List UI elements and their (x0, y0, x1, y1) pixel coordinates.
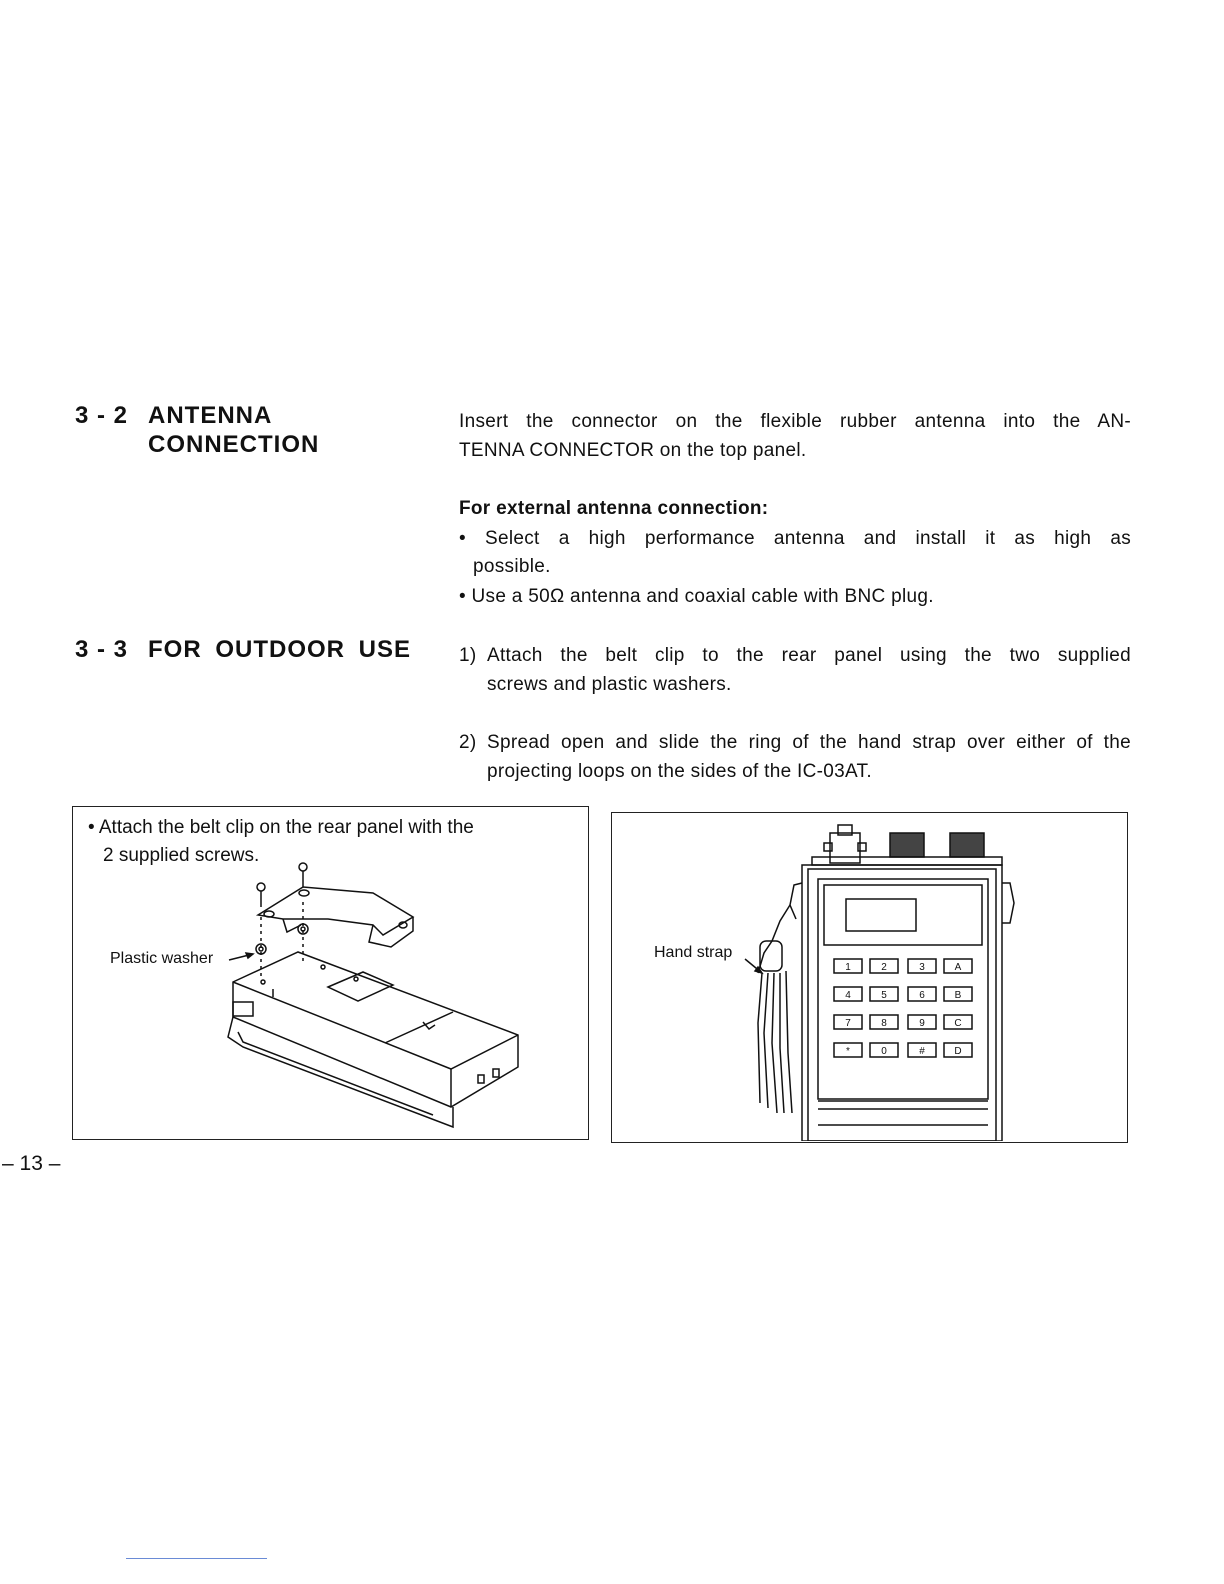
section-number-3-2: 3 - 2 (75, 402, 129, 429)
section-number-3-3: 3 - 3 (75, 636, 129, 663)
bullet-coaxial-cable: • Use a 50Ω antenna and coaxial cable with BNC plug. (459, 586, 934, 607)
section-title-line1: ANTENNA (148, 402, 273, 429)
page-number: – 13 – (2, 1152, 61, 1175)
radio-front-illustration (612, 813, 1126, 1141)
key-9: 9 (919, 1018, 925, 1029)
key-hash: # (919, 1046, 925, 1057)
hand-strap-figure (611, 812, 1128, 1143)
key-b: B (954, 990, 962, 1001)
step2-line2: projecting loops on the sides of the IC-03AT. (487, 761, 872, 782)
figure-caption-line2: 2 supplied screws. (103, 845, 260, 866)
antenna-paragraph-line1: Insert the connector on the flexible rubber antenna into the AN- (459, 411, 1131, 432)
key-c: C (954, 1018, 962, 1029)
bullet-select-antenna-line2: possible. (473, 556, 551, 577)
key-8: 8 (881, 1018, 887, 1029)
step1-line1: Attach the belt clip to the rear panel using the two supplied (487, 645, 1131, 666)
step1-line2: screws and plastic washers. (487, 674, 732, 695)
step2-line1: Spread open and slide the ring of the hand strap over either of the (487, 732, 1131, 753)
bullet-select-antenna-line1: • Select a high performance antenna and install it as high as (459, 528, 1131, 549)
belt-clip-figure (72, 806, 589, 1140)
belt-clip-illustration (73, 807, 587, 1138)
key-5: 5 (881, 990, 887, 1001)
key-a: A (954, 962, 962, 973)
key-6: 6 (919, 990, 925, 1001)
step1-number: 1) (459, 645, 477, 666)
key-4: 4 (845, 990, 851, 1001)
antenna-paragraph-line2: TENNA CONNECTOR on the top panel. (459, 440, 807, 461)
section-title-line2: CONNECTION (148, 431, 320, 458)
key-1: 1 (845, 962, 851, 973)
hand-strap-label: Hand strap (654, 944, 733, 961)
plastic-washer-label: Plastic washer (110, 950, 214, 967)
key-d: D (954, 1046, 962, 1057)
key-3: 3 (919, 962, 925, 973)
external-antenna-subheading: For external antenna connection: (459, 498, 769, 519)
key-0: 0 (881, 1046, 887, 1057)
figure-caption-line1: • Attach the belt clip on the rear panel with the (88, 817, 474, 838)
key-2: 2 (881, 962, 887, 973)
key-7: 7 (845, 1018, 851, 1029)
step2-number: 2) (459, 732, 477, 753)
section-title-outdoor: FOR OUTDOOR USE (148, 636, 412, 663)
bottom-rule (126, 1558, 267, 1559)
key-star: * (846, 1046, 850, 1057)
